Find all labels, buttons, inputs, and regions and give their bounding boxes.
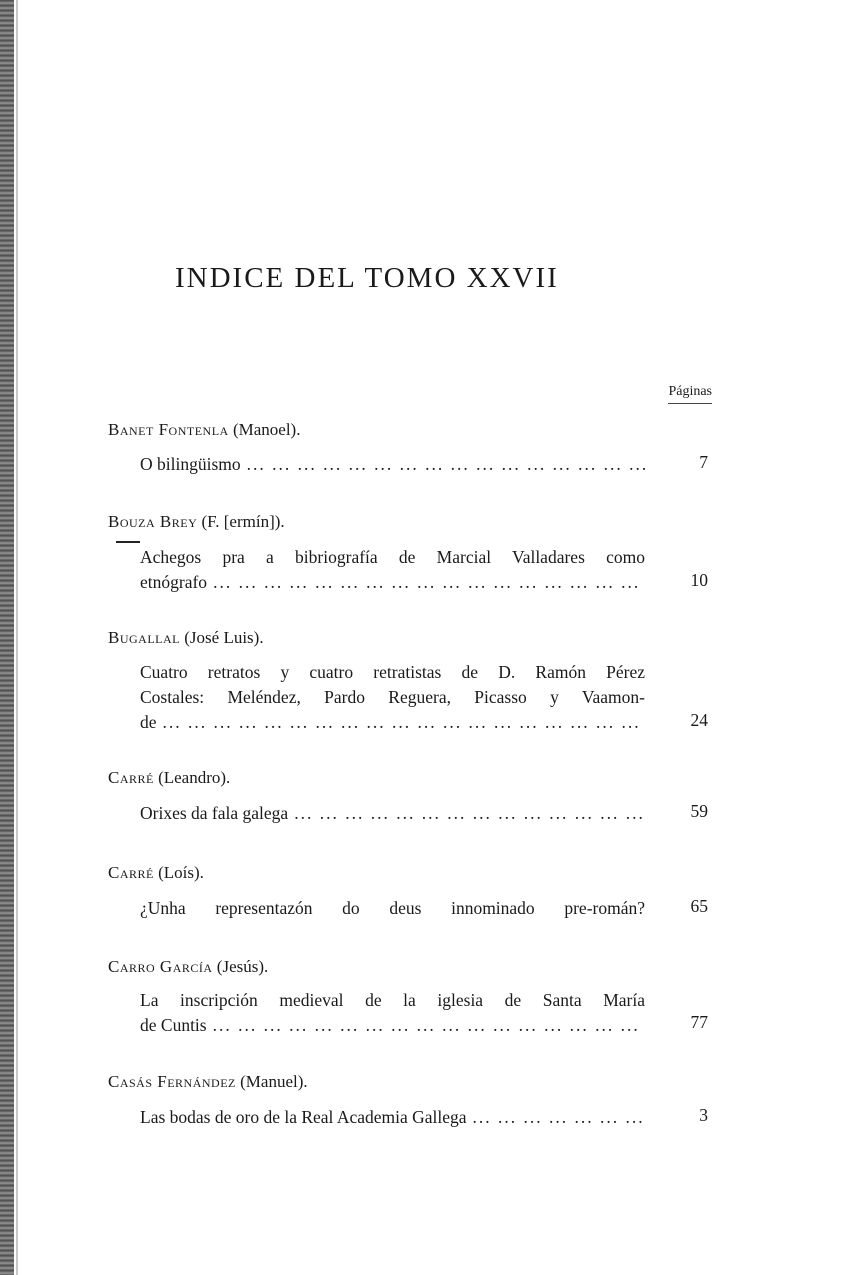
author-surname: Bouza Brey	[108, 512, 198, 531]
entry-title-text: Las bodas de oro de la Real Academia Gallega	[140, 1107, 467, 1127]
entry-title-text: de Cuntis	[140, 1015, 207, 1035]
entry-title-line: Costales: Meléndez, Pardo Reguera, Picasso y Vaamon-	[140, 687, 645, 707]
author-surname: Casás Fernández	[108, 1072, 236, 1091]
entry-title-text: etnógrafo	[140, 572, 208, 592]
entry-title-line	[140, 710, 645, 735]
index-entry	[140, 988, 645, 1038]
author-given-name: (Manuel).	[235, 1072, 308, 1091]
dot-leader	[213, 570, 645, 595]
entry-title-text: Orixes da fala galega	[140, 803, 289, 823]
dot-leader	[163, 710, 645, 735]
dot-leader	[473, 1105, 645, 1130]
entry-title-line: Achegos pra a bibriografía de Marcial Valladares como	[140, 547, 645, 567]
entry-title-line	[140, 801, 645, 826]
entry-title-text: O bilingüismo	[140, 454, 241, 474]
book-spine-edge	[0, 0, 14, 1275]
author-heading	[108, 512, 285, 532]
index-entry	[140, 801, 645, 826]
author-heading	[108, 863, 204, 883]
dot-leader	[294, 801, 645, 826]
entry-title-line	[140, 1105, 645, 1130]
entry-title-line: Cuatro retratos y cuatro retratistas de D. Ramón Pérez	[140, 662, 645, 682]
index-entry	[140, 1105, 645, 1130]
page-number: 3	[699, 1105, 708, 1125]
dot-leader	[213, 1013, 645, 1038]
entry-title-line	[140, 1013, 645, 1038]
page-number: 59	[690, 801, 708, 821]
author-heading	[108, 628, 264, 648]
author-surname: Carré	[108, 863, 154, 882]
page-title: INDICE DEL TOMO XXVII	[175, 262, 559, 294]
author-surname: Carré	[108, 768, 154, 787]
page-number: 65	[690, 896, 708, 916]
margin-pencil-mark	[116, 541, 140, 543]
author-surname: Banet Fontenla	[108, 420, 229, 439]
author-surname: Carro García	[108, 957, 213, 976]
entry-title-line	[140, 452, 645, 477]
author-given-name: (José Luis).	[180, 628, 264, 647]
entry-title-line	[140, 570, 645, 595]
page-number: 7	[699, 452, 708, 472]
index-entry	[140, 452, 645, 477]
author-surname: Bugallal	[108, 628, 180, 647]
index-entry	[140, 896, 645, 921]
author-given-name: (Leandro).	[153, 768, 231, 787]
author-heading	[108, 420, 300, 440]
author-heading	[108, 957, 268, 977]
page-number: 24	[690, 710, 708, 730]
page-number: 77	[690, 1012, 708, 1032]
index-entry	[140, 660, 645, 735]
entry-title-text: de	[140, 712, 157, 732]
entry-title-line: ¿Unha representazón do deus innominado pre-román?	[140, 898, 645, 918]
page-fold-line	[16, 0, 18, 1275]
author-heading	[108, 1072, 308, 1092]
dot-leader	[247, 452, 645, 477]
author-heading	[108, 768, 230, 788]
entry-title-line: La inscripción medieval de la iglesia de Santa María	[140, 990, 645, 1010]
author-given-name: (Manoel).	[228, 420, 301, 439]
author-given-name: (Loís).	[153, 863, 204, 882]
page-number: 10	[690, 570, 708, 590]
index-entry	[140, 545, 645, 595]
author-given-name: (Jesús).	[212, 957, 269, 976]
author-given-name: (F. [ermín]).	[197, 512, 285, 531]
paginas-column-header: Páginas	[668, 384, 712, 404]
